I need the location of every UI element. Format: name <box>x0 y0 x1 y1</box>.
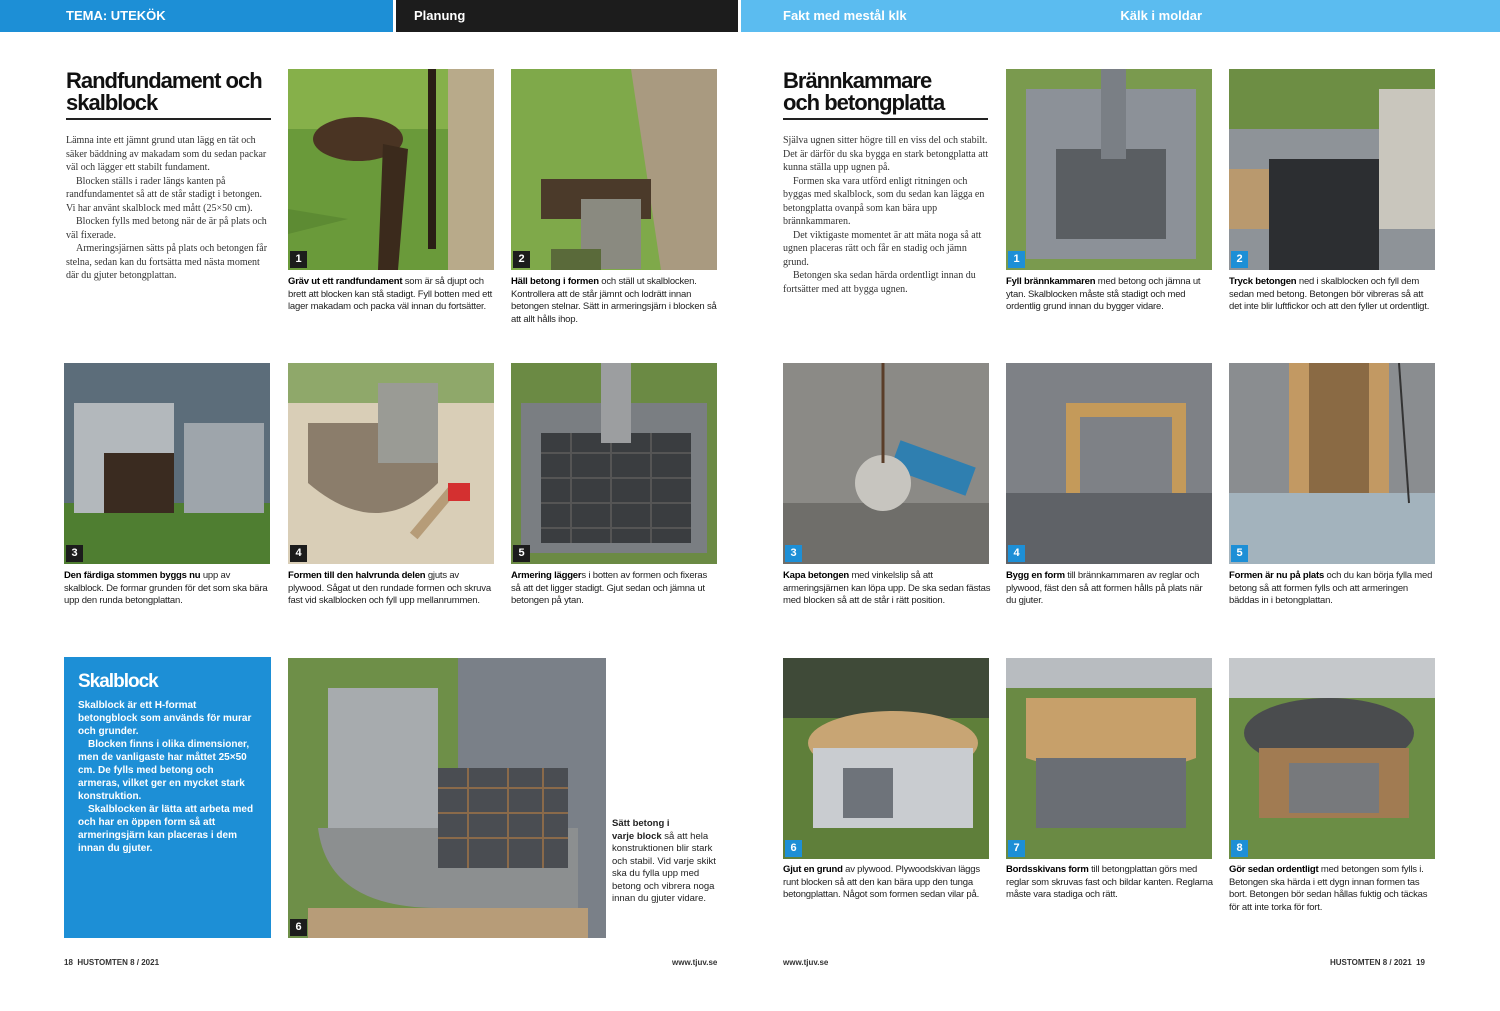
caption-r-step-5: Formen är nu på plats och du kan börja fylla med betong så att formen fylls och att armeringen bäddas in i betongplattan. <box>1229 570 1433 606</box>
step-number-badge: 4 <box>290 545 307 562</box>
photo-r-step-3-grinder <box>783 363 989 564</box>
photo-r-step-2-fill <box>1229 69 1435 270</box>
step-number-badge: 7 <box>1008 840 1025 857</box>
caption-r-step-1: Fyll brännkammaren med betong och jämna ut ytan. Skalblocken måste stå stadigt och med ordentlig grund innan du bygger vidare. <box>1006 276 1201 312</box>
caption-r-step-4: Bygg en form till brännkammaren av reglar och plywood, fäst den så att formen hålls på plats när du gjuter. <box>1006 570 1203 606</box>
step-number-badge: 5 <box>1231 545 1248 562</box>
right-body-text: Själva ugnen sitter högre till en viss del och stabilt. Det är därför du ska bygga en stark betongplatta att kunna ställa upp ugnen på. Formen ska vara utförd enligt ritningen och byggas med skalblock, som du sedan kan lägga en betongplatta ovanpå som kan bära upp brännkammaren. Det viktigaste momentet är att mäta noga så att ugnen placeras rätt och får en stadig och jämn grund. Betongen ska sedan härda ordentligt innan du fortsätter med att bygga ugnen. <box>783 135 989 295</box>
photo-step-2-blocks <box>511 69 717 270</box>
photo-step-1-trench <box>288 69 494 270</box>
photo-step-5-rebar <box>511 363 717 564</box>
caption-r-step-6: Gjut en grund av plywood. Plywoodskivan läggs runt blocken så att den kan bära upp den tunga betongplattan. Något som formen sedan vilar på. <box>783 864 980 900</box>
side-caption: Sätt betong i varje block så att hela konstruktionen blir stark och stabil. Vid varje skikt ska du fylla upp med betong och vibrera noga innan du gjuter vidare. <box>612 818 716 904</box>
factbox-paragraph: Skalblock är ett H-format betongblock som används för murar och grunder. <box>78 700 252 737</box>
photo-r-step-8-finished <box>1229 658 1435 859</box>
caption-r-step-3: Kapa betongen med vinkelslip så att armeringsjärnen kan löpa upp. De ska sedan fästas med blocken så att de står i rätt position. <box>783 570 991 606</box>
photo-step-6-poured-slab <box>288 658 606 938</box>
photo-r-step-6-plywood <box>783 658 989 859</box>
caption-step-2: Häll betong i formen och ställ ut skalblocken. Kontrollera att de står jämnt och lodrätt innan betongen stelnar. Sätt in armeringsjärn i blocken så att allt hålls ihop. <box>511 276 717 325</box>
caption-r-step-7: Bordsskivans form till betongplattan görs med reglar som skruvas fast och bildar kanten. Reglarna måste vara stadiga och rätt. <box>1006 864 1213 900</box>
photo-r-step-4-form <box>1006 363 1212 564</box>
fast-tag: Fakt med mestål klk <box>741 0 1120 32</box>
footer-right: HUSTOMTEN 8 / 2021 19 <box>1330 958 1426 967</box>
footer-right-url: www.tjuv.se <box>783 958 829 967</box>
factbox-paragraph: Blocken finns i olika dimensioner, men de vanligaste har måttet 25×50 cm. De fylls med betong och armeras, vilket ger en mycket stark konstruktion. <box>78 739 250 802</box>
planning-tag: Planung <box>396 0 738 32</box>
left-body-text: Lämna inte ett jämnt grund utan lägg en tät och säker bäddning av makadam som du sedan packar väl och lägger ett stabilt fundament. Blocken ställs i rader längs kanten på randfundamentet så att de står stadigt i betongen. Vi har använt skalblock med mått (25×50 cm). Blocken fylls med betong när de är på plats och väl fixerade. Armeringsjärnen sätts på plats och betongen får stelna, sedan kan du fortsätta med nästa moment där du gjuter betongplattan. <box>66 135 268 281</box>
caption-r-step-8: Gör sedan ordentligt med betongen som fylls i. Betongen ska härda i ett dygn innan formen tas bort. Betongen bör sedan hållas fuktig och täckas för att inte torka för fort. <box>1229 864 1428 913</box>
title-rule <box>66 118 271 120</box>
caption-step-3: Den färdiga stommen byggs nu upp av skalblock. De formar grunden för det som ska bära upp den runda betongplattan. <box>64 570 268 606</box>
photo-step-4-plywood-form <box>288 363 494 564</box>
step-number-badge: 4 <box>1008 545 1025 562</box>
caption-step-5: Armering läggers i botten av formen och fixeras så att det ligger stadigt. Gjut sedan och jämna ut betongen på ytan. <box>511 570 707 606</box>
left-section-title: Randfundament och skalblock <box>66 68 262 115</box>
photo-r-step-7-slab-form <box>1006 658 1212 859</box>
caption-step-1: Gräv ut ett randfundament som är så djupt och brett att blocken kan stå stadigt. Fyll botten med ett lager makadam och packa väl innan du fortsätter. <box>288 276 493 312</box>
tools-tag: Kälk i moldar <box>1120 0 1500 32</box>
section-header-bar <box>0 0 1500 32</box>
step-number-badge: 6 <box>290 919 307 936</box>
step-number-badge: 2 <box>1231 251 1248 268</box>
step-number-badge: 5 <box>513 545 530 562</box>
step-number-badge: 3 <box>66 545 83 562</box>
factbox-paragraph: Skalblocken är lätta att arbeta med och har en öppen form så att armeringsjärn kan placeras i dem innan du gjuter. <box>78 804 254 854</box>
factbox-title: Skalblock <box>78 671 158 692</box>
footer-left-url: www.tjuv.se <box>672 958 718 967</box>
step-number-badge: 8 <box>1231 840 1248 857</box>
photo-step-3-frame <box>64 363 270 564</box>
photo-r-step-5-formwork <box>1229 363 1435 564</box>
right-section-title: Brännkammare och betongplatta <box>783 68 945 115</box>
photo-r-step-1-chamber <box>1006 69 1212 270</box>
caption-r-step-2: Tryck betongen ned i skalblocken och fyll dem sedan med betong. Betongen bör vibreras så att det inte blir luftfickor och att den fyller ut ordentligt. <box>1229 276 1430 312</box>
caption-step-4: Formen till den halvrunda delen gjuts av plywood. Sågat ut den rundade formen och skruva fast vid skalblocken och fyll upp mellanrummen. <box>288 570 491 606</box>
theme-tag: TEMA: UTEKÖK <box>0 0 393 32</box>
step-number-badge: 6 <box>785 840 802 857</box>
step-number-badge: 3 <box>785 545 802 562</box>
step-number-badge: 1 <box>1008 251 1025 268</box>
step-number-badge: 2 <box>513 251 530 268</box>
factbox-skalblock <box>64 657 271 938</box>
step-number-badge: 1 <box>290 251 307 268</box>
title-rule <box>783 118 988 120</box>
footer-left: 18 HUSTOMTEN 8 / 2021 <box>64 958 160 967</box>
